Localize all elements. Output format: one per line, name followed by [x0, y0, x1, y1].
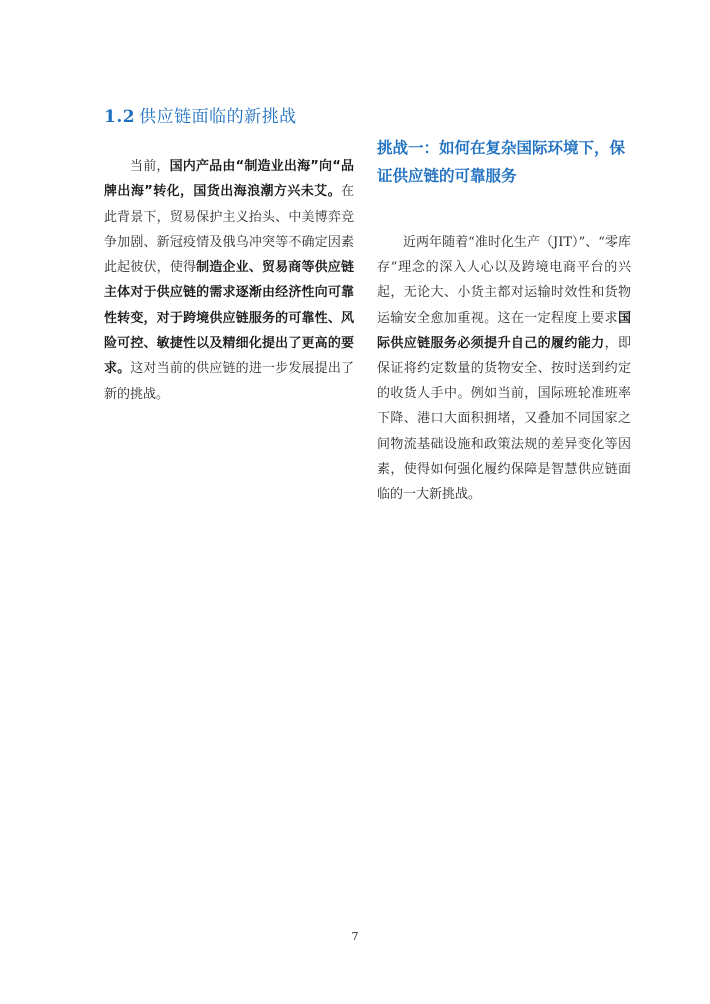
page-number: 7 [351, 930, 359, 943]
text-segment: ，即保证将约定数量的货物安全、按时送到约定的收货人手中。例如当前，国际班轮准班率下降、港口大面积拥堵，又叠加不同国家之间物流基础设施和政策法规的差异变化等因素，使得如何强化履约保障是智慧供应链面临的一大新挑战。 [377, 335, 631, 503]
text-segment: 当前， [130, 159, 170, 174]
section-heading [104, 102, 297, 127]
challenge-one-heading: 挑战一：如何在复杂国际环境下，保证供应链的可靠服务 [377, 139, 626, 185]
bold-segment: 国际供应链服务必须提升自己的履约能力 [377, 310, 631, 351]
intro-paragraph [104, 154, 354, 407]
bold-segment: 国内产品由“制造业出海”向“品牌出海”转化，国货出海浪潮方兴未艾。 [104, 159, 354, 200]
left-column [104, 154, 354, 407]
right-column [377, 230, 631, 507]
bold-segment: 制造企业、贸易商等供应链主体对于供应链的需求逐渐由经济性向可靠性转变，对于跨境供应链服务的可靠性、风险可控、敏捷性以及精细化提出了更高的要求。 [104, 260, 354, 377]
section-number: 1.2 [104, 107, 136, 127]
challenge-one-paragraph [377, 230, 631, 507]
text-segment: 在此背景下，贸易保护主义抬头、中美博弈竞争加剧、新冠疫情及俄乌冲突等不确定因素此起彼伏，使得 [104, 184, 354, 276]
section-title: 供应链面临的新挑战 [139, 107, 297, 127]
text-segment: 这对当前的供应链的进一步发展提出了新的挑战。 [104, 361, 354, 402]
text-segment: 近两年随着“准时化生产（JIT）”、“零库存”理念的深入人心以及跨境电商平台的兴起，无论大、小货主都对运输时效性和货物运输安全愈加重视。这在一定程度上要求 [377, 235, 631, 326]
